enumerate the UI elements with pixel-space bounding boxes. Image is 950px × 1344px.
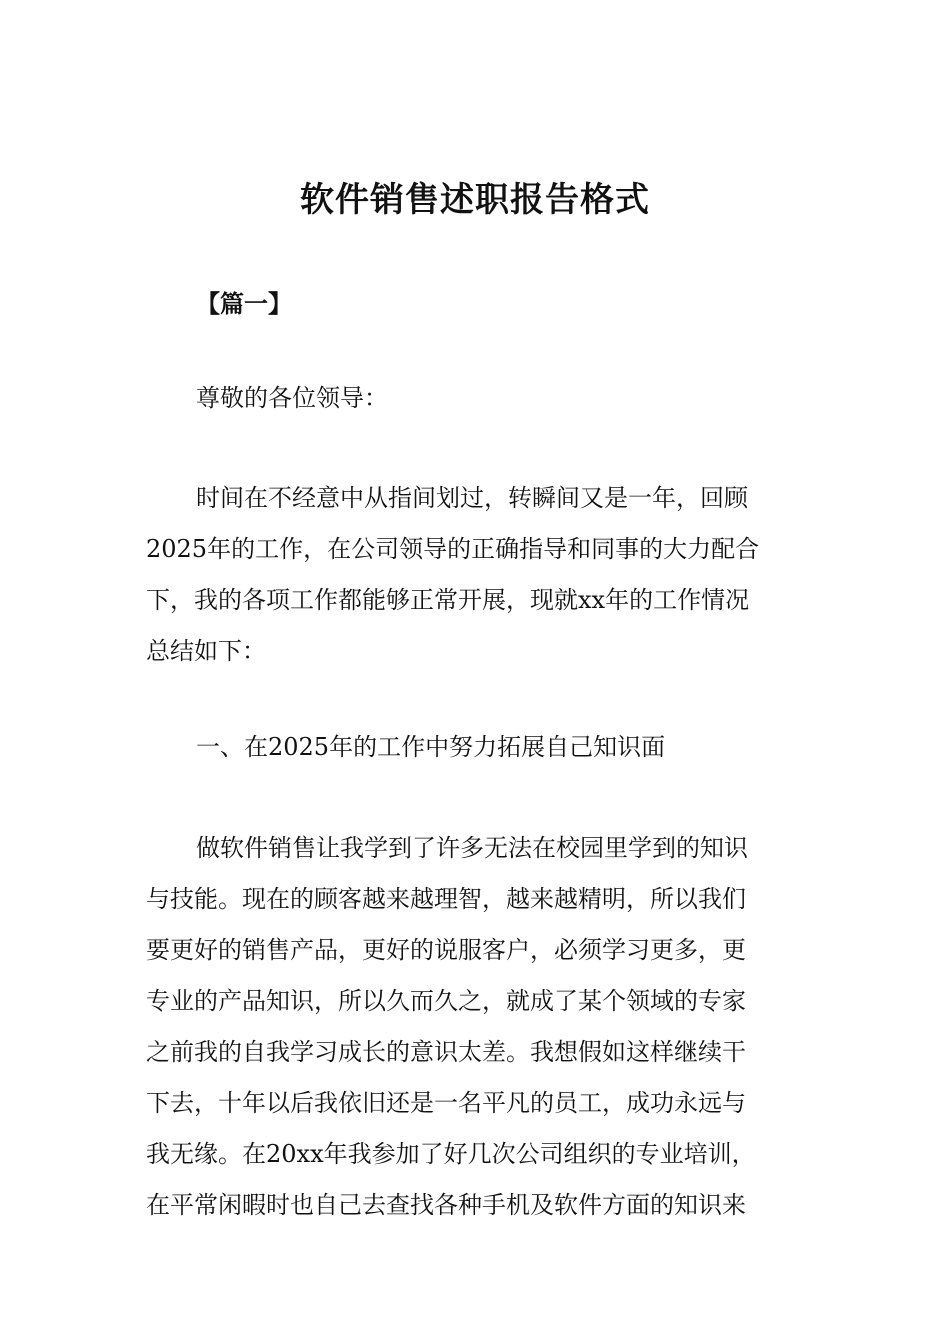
paragraph-line: 下，我的各项工作都能够正常开展，现就xx年的工作情况 bbox=[146, 586, 750, 614]
paragraph-line: 总结如下： bbox=[146, 637, 266, 665]
section-heading: 一、在2025年的工作中努力拓展自己知识面 bbox=[196, 733, 666, 761]
paragraph-line: 下去，十年以后我依旧还是一名平凡的员工，成功永远与 bbox=[146, 1089, 746, 1117]
paragraph-line: 专业的产品知识，所以久而久之，就成了某个领域的专家 bbox=[146, 987, 746, 1015]
paragraph-line: 要更好的销售产品，更好的说服客户，必须学习更多，更 bbox=[146, 936, 746, 964]
salutation: 尊敬的各位领导： bbox=[196, 384, 388, 412]
document-title: 软件销售述职报告格式 bbox=[300, 180, 650, 220]
paragraph-line: 在平常闲暇时也自己去查找各种手机及软件方面的知识来 bbox=[146, 1191, 746, 1219]
paragraph-1 bbox=[146, 473, 826, 677]
salutation-block bbox=[146, 373, 826, 424]
paragraph-line: 与技能。现在的顾客越来越理智，越来越精明，所以我们 bbox=[146, 885, 746, 913]
paragraph-line: 之前我的自我学习成长的意识太差。我想假如这样继续干 bbox=[146, 1038, 746, 1066]
paragraph-line: 时间在不经意中从指间划过，转瞬间又是一年，回顾 bbox=[196, 484, 748, 512]
paragraph-2 bbox=[146, 823, 826, 1231]
paragraph-line: 2025年的工作，在公司领导的正确指导和同事的大力配合 bbox=[146, 535, 760, 563]
paragraph-line: 我无缘。在20xx年我参加了好几次公司组织的专业培训， bbox=[146, 1140, 756, 1168]
heading-1-block bbox=[146, 722, 826, 773]
paragraph-line: 做软件销售让我学到了许多无法在校园里学到的知识 bbox=[196, 834, 748, 862]
section-marker-block bbox=[146, 278, 826, 329]
section-marker: 【篇一】 bbox=[196, 289, 292, 318]
